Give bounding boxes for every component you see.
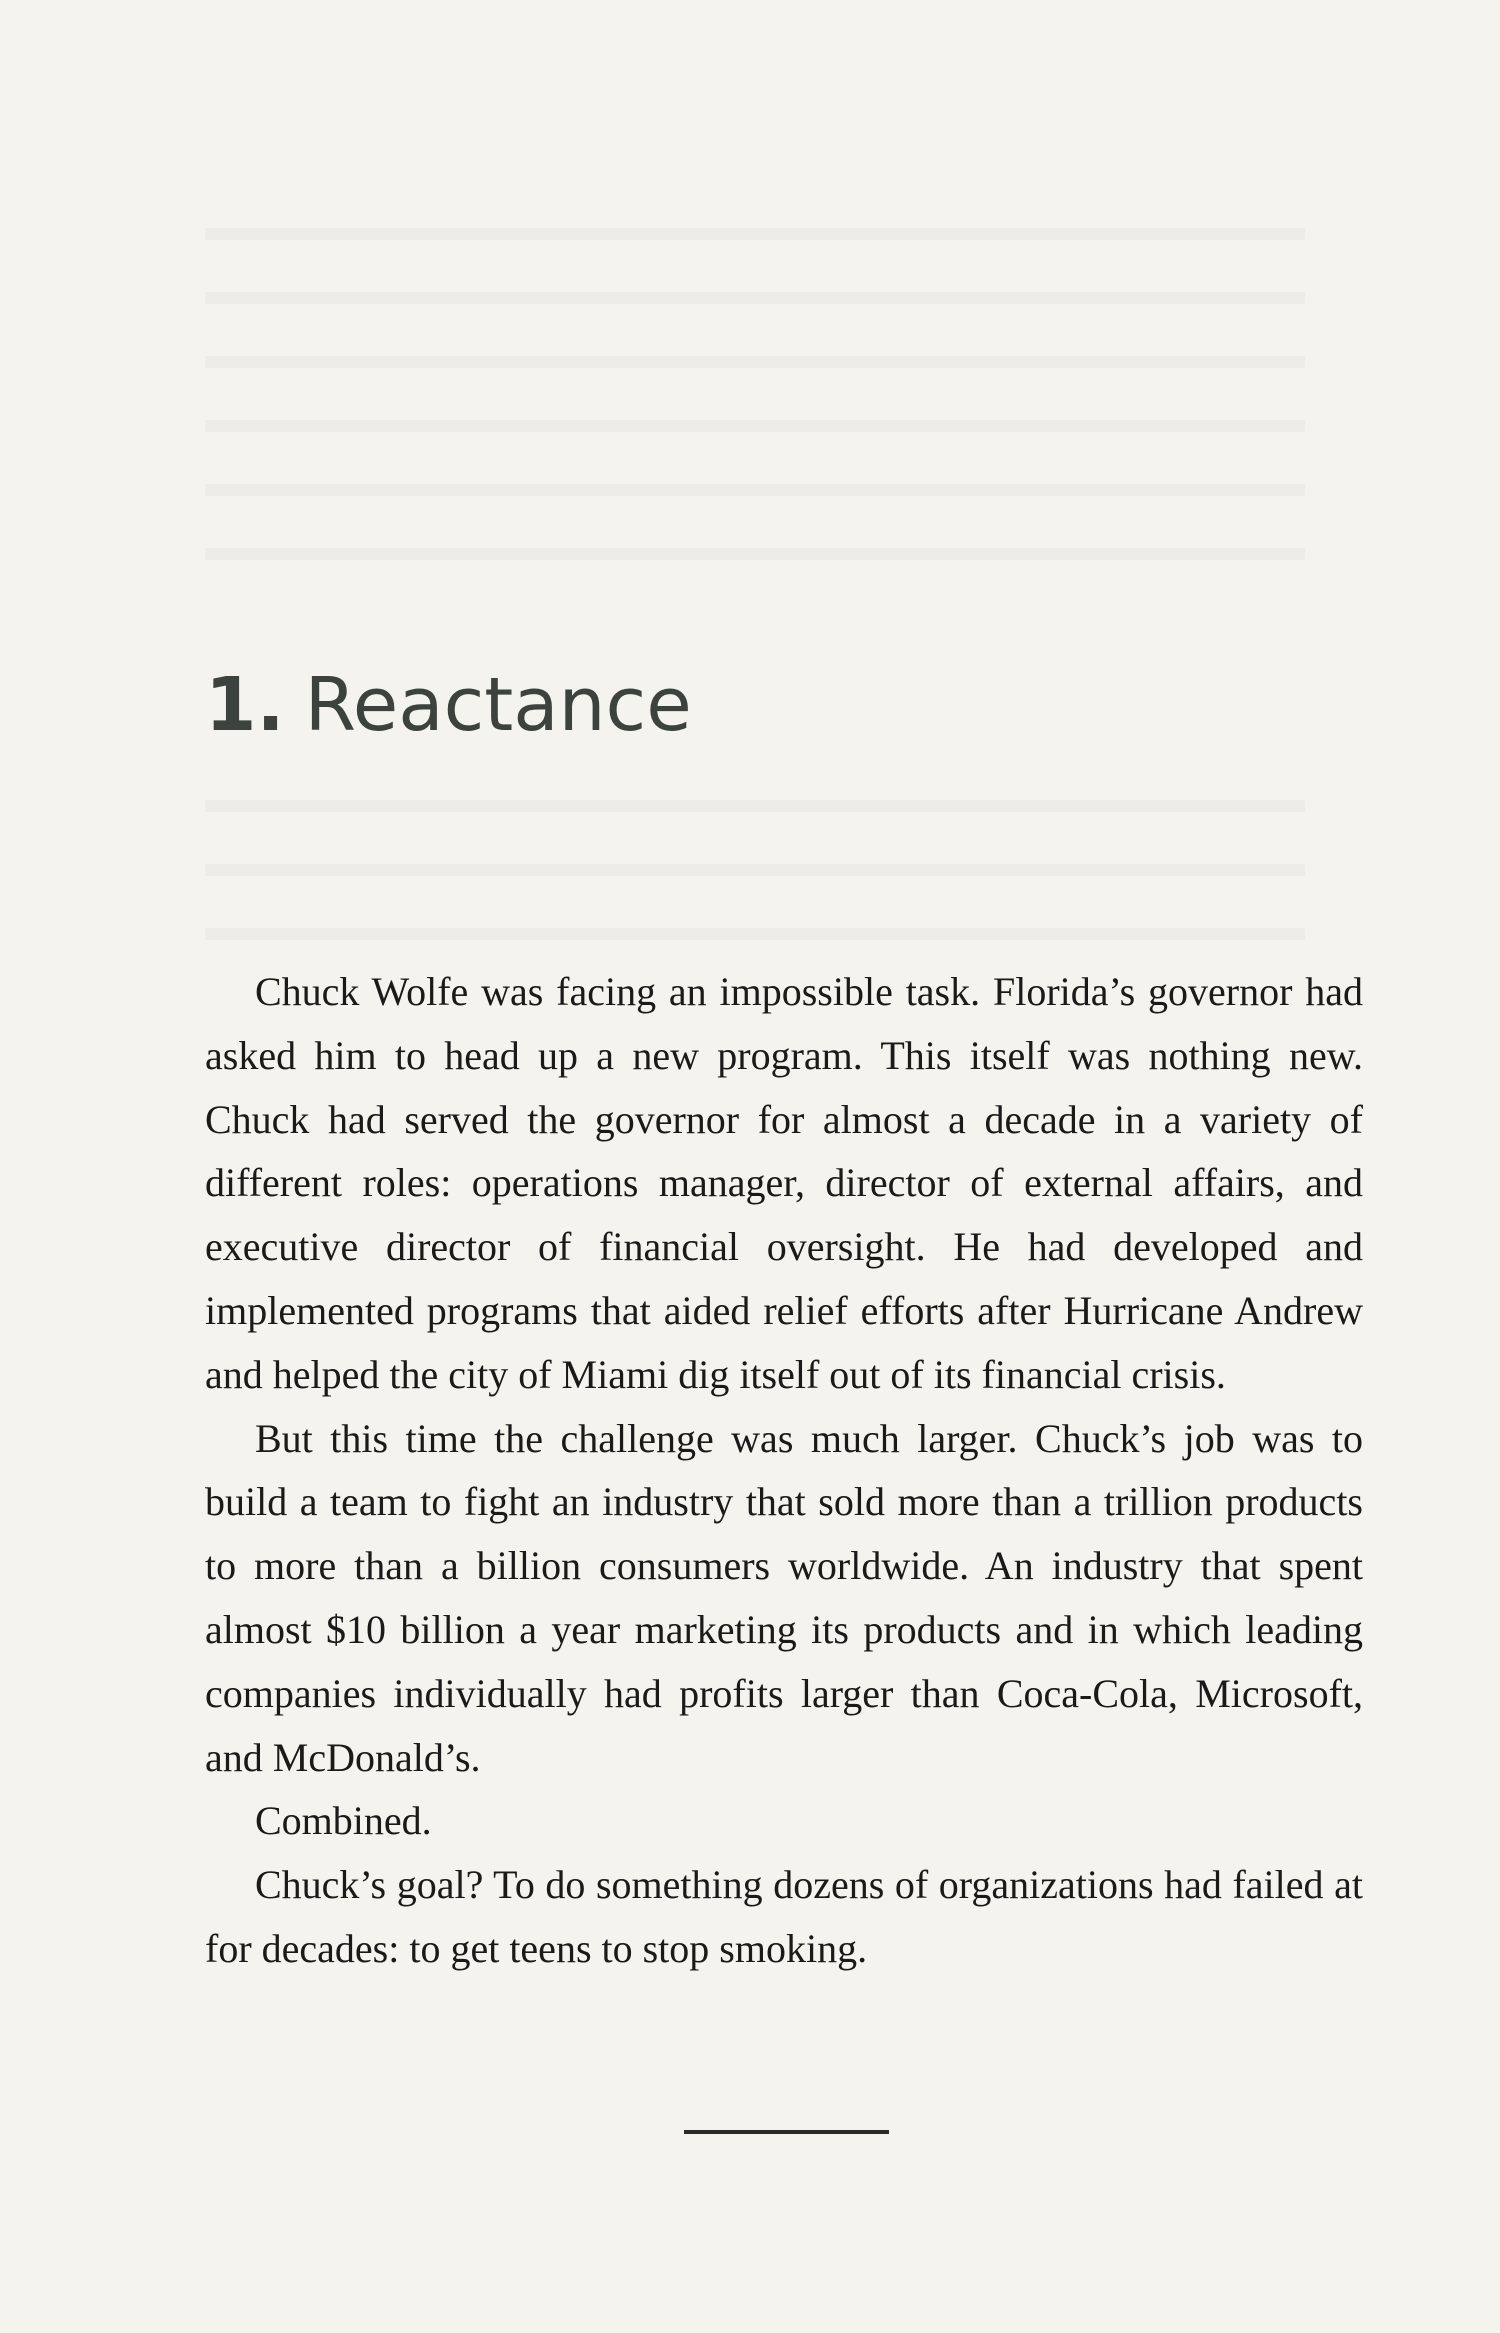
paragraph-3: Combined. bbox=[255, 1798, 432, 1844]
chapter-number-dot: . bbox=[256, 662, 285, 748]
show-through-line bbox=[205, 484, 1305, 496]
show-through-line bbox=[205, 800, 1305, 812]
chapter-number: 1 bbox=[205, 662, 257, 748]
section-divider bbox=[684, 2130, 889, 2134]
show-through-line bbox=[205, 228, 1305, 240]
chapter-body bbox=[205, 960, 1363, 1981]
show-through-line bbox=[205, 864, 1305, 876]
show-through-line bbox=[205, 356, 1305, 368]
chapter-heading bbox=[205, 662, 692, 748]
paragraph-4: Chuck’s goal? To do something dozens of organizations had failed at for decades: to get teens to stop smoking. bbox=[205, 1862, 1363, 1971]
show-through-line bbox=[205, 928, 1305, 940]
paragraph-1: Chuck Wolfe was facing an impossible task. Florida’s governor had asked him to head up a new program. This itself was nothing new. Chuck had served the governor for almost a decade in a variety of different roles: operations manager, director of external affairs, and executive director of financial oversight. He had developed and implemented programs that aided relief efforts after Hurricane Andrew and helped the city of Miami dig itself out of its financial crisis. bbox=[205, 969, 1363, 1397]
show-through-line bbox=[205, 420, 1305, 432]
chapter-title: Reactance bbox=[304, 662, 692, 748]
show-through-line bbox=[205, 292, 1305, 304]
show-through-line bbox=[205, 548, 1305, 560]
paragraph-2: But this time the challenge was much larger. Chuck’s job was to build a team to fight an industry that sold more than a trillion products to more than a billion consumers worldwide. An industry that spent almost $10 billion a year marketing its products and in which leading companies individually had profits larger than Coca-Cola, Microsoft, and McDonald’s. bbox=[205, 1415, 1363, 1780]
